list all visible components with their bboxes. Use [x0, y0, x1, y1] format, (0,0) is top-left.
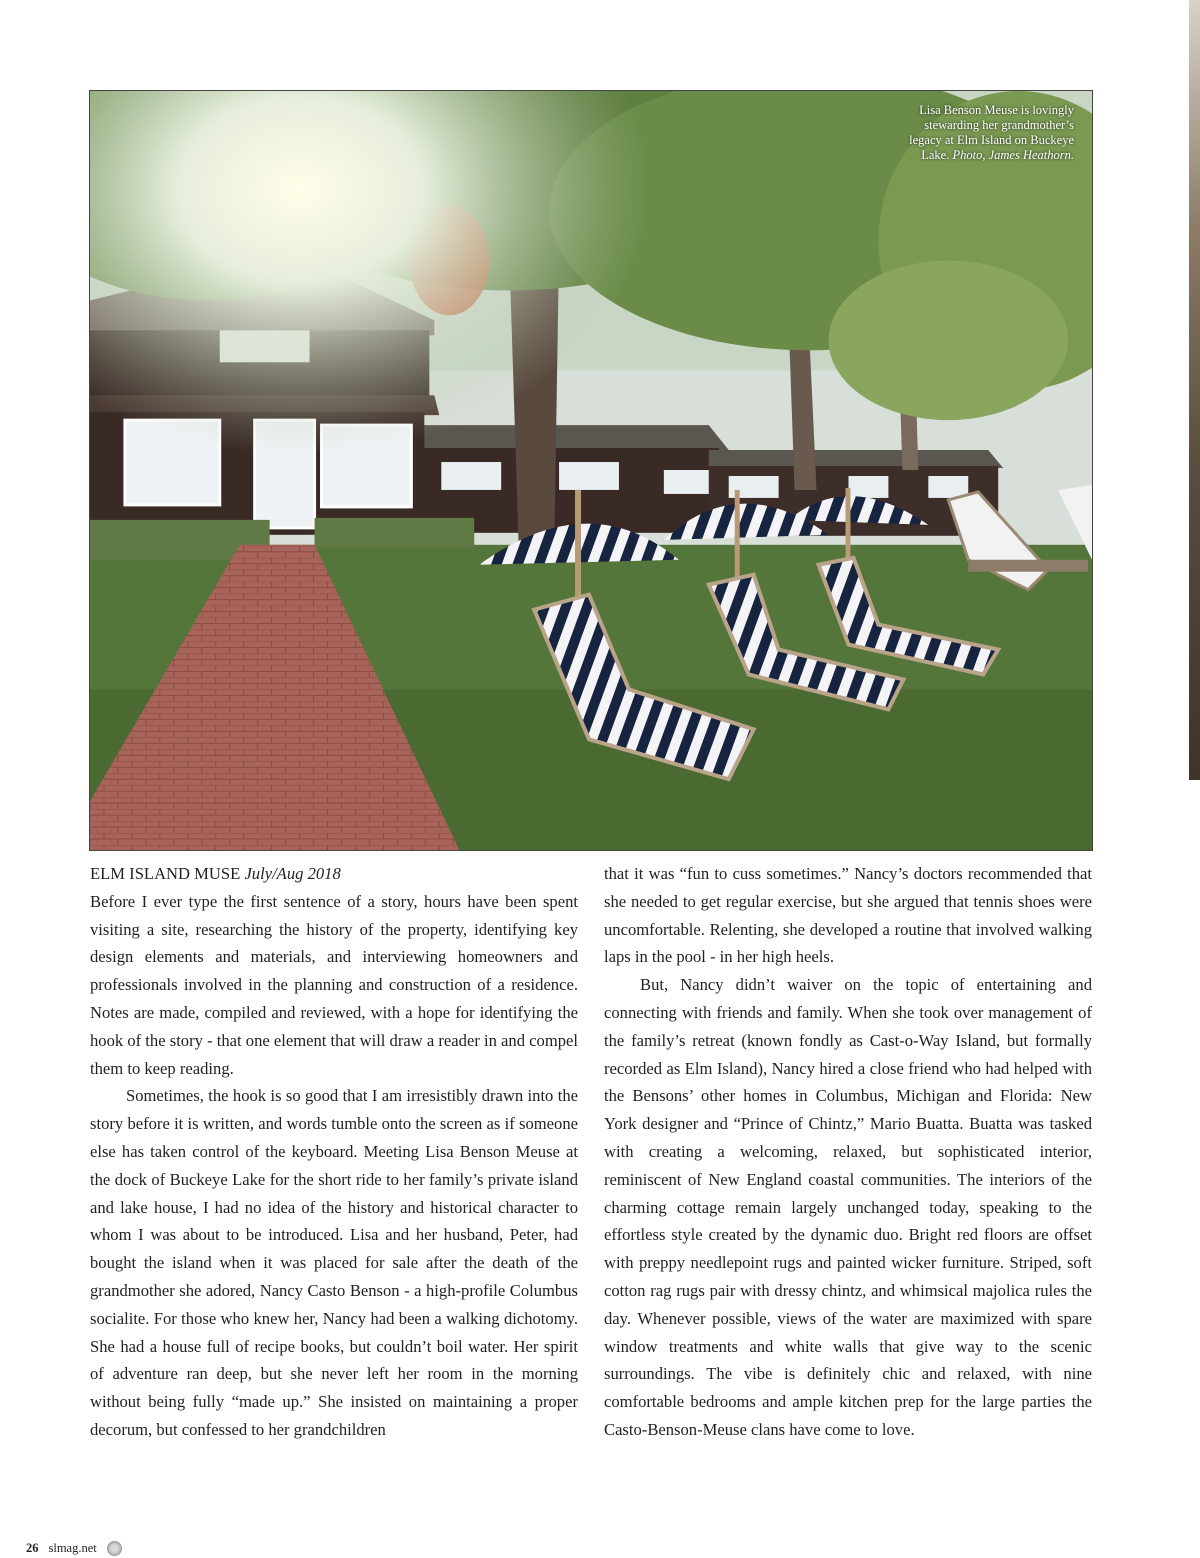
photo-caption	[894, 103, 1074, 163]
lake-house-lawn-illustration	[90, 91, 1092, 850]
running-head-title: ELM ISLAND MUSE	[90, 864, 241, 883]
issue-date: July/Aug 2018	[244, 864, 341, 883]
magazine-emblem-icon	[107, 1541, 122, 1556]
body-paragraph: that it was “fun to cuss sometimes.” Nancy’s doctors recommended that she needed to get regular exercise, but she argued that tennis shoes were uncomfortable. Relenting, she developed a routine that involved walking laps in the pool - in her high heels.	[604, 864, 1092, 967]
page-footer	[26, 1541, 122, 1556]
body-paragraph: Sometimes, the hook is so good that I am irresistibly drawn into the story before it is written, and words tumble onto the screen as if someone else has taken control of the keyboard. Meeting Lisa Benson Meuse at the dock of Buckeye Lake for the short ride to her family’s private island and lake house, I had no idea of the history and historical character to whom I was about to be introduced. Lisa and her husband, Peter, had bought the island when it was placed for sale after the death of the grandmother she adored, Nancy Casto Benson - a high-profile Columbus socialite. For those who knew her, Nancy had been a walking dichotomy. She had a house full of recipe books, but couldn’t boil water. Her spirit of adventure ran deep, but she never left her room in the morning without being fully “made up.” She insisted on maintaining a proper decorum, but confessed to her grandchildren	[90, 1086, 578, 1439]
adjacent-page-edge	[1189, 0, 1200, 780]
body-paragraph: But, Nancy didn’t waiver on the topic of entertaining and connecting with friends and family. When she took over management of the family’s retreat (known fondly as Cast-o-Way Island, but formally recorded as Elm Island), Nancy hired a close friend who had helped with the Bensons’ other homes in Columbus, Michigan and Florida: New York designer and “Prince of Chintz,” Mario Buatta. Buatta was tasked with creating a welcoming, relaxed, but sophisticated interior, reminiscent of New England coastal communities. The interiors of the charming cottage remain largely unchanged today, speaking to the effortless style created by the dynamic duo. Bright red floors are offset with preppy needlepoint rugs and painted wicker furniture. Striped, soft cotton rag rugs pair with dressy chintz, and whimsical majolica rules the day. Whenever possible, views of the water are maximized with spare window treatments and white walls that give way to the scenic surroundings. The vibe is definitely chic and relaxed, with nine comfortable bedrooms and ample kitchen prep for the large parties the Casto-Benson-Meuse clans have come to love.	[604, 975, 1092, 1439]
feature-photo	[89, 90, 1093, 851]
photo-credit: Photo, James Heathorn.	[952, 148, 1074, 162]
running-head	[90, 860, 578, 888]
article-column-left	[90, 860, 578, 1444]
article-column-right	[604, 860, 1092, 1444]
site-url: slmag.net	[48, 1541, 97, 1555]
body-paragraph: Before I ever type the first sentence of a story, hours have been spent visiting a site, researching the history of the property, identifying key design elements and materials, and interviewing homeowners and professionals involved in the planning and construction of a residence. Notes are made, compiled and reviewed, with a hope for identifying the hook of the story - that one element that will draw a reader in and compel them to keep reading.	[90, 891, 578, 1078]
page-number: 26	[26, 1541, 39, 1555]
caption-text: Lisa Benson Meuse is lovingly stewarding her grandmother’s legacy at Elm Island on Buckeye Lake.	[909, 103, 1074, 162]
